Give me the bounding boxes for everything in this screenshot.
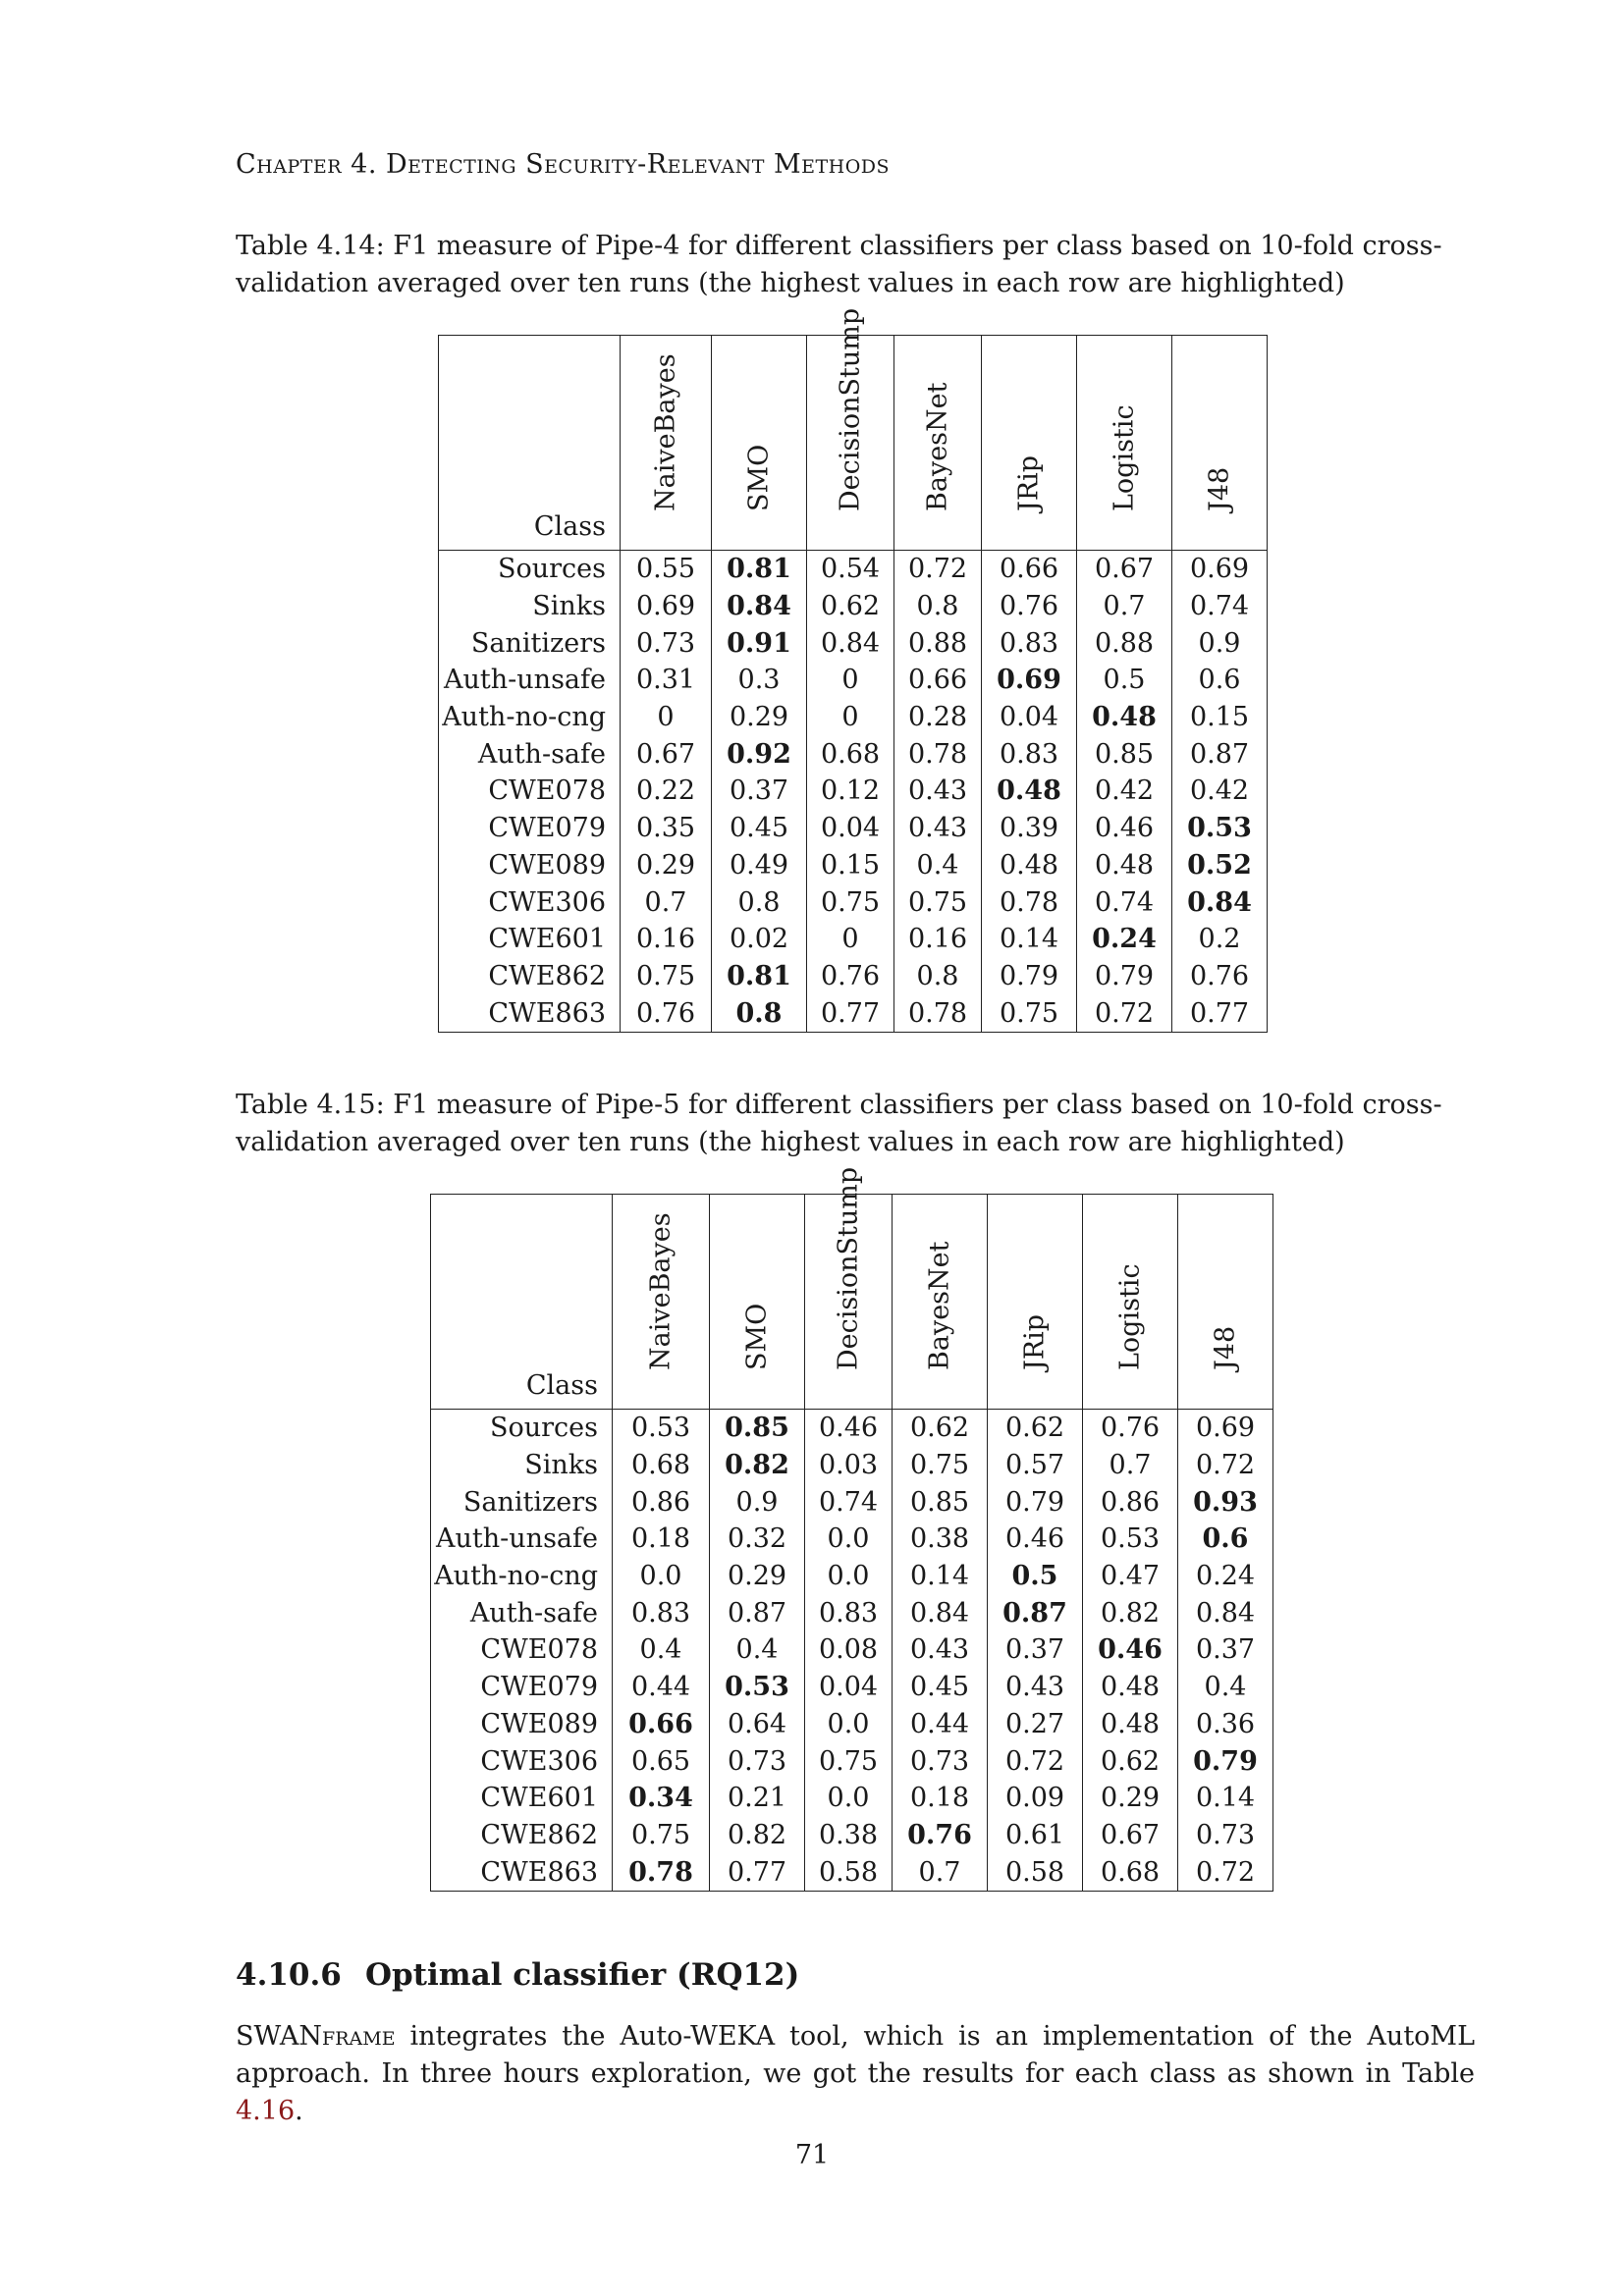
- row-class-label: CWE078: [439, 773, 621, 810]
- table-cell-best: 0.85: [710, 1410, 805, 1447]
- table-cell: 0.55: [621, 551, 712, 588]
- table-cell: 0.72: [1077, 994, 1172, 1032]
- section-title: Optimal classifier (RQ12): [365, 1957, 800, 1993]
- row-class-label: CWE862: [439, 958, 621, 995]
- table-cell: 0.73: [710, 1742, 805, 1780]
- table-row: [431, 1558, 1273, 1595]
- row-class-label: Auth-no-cng: [439, 699, 621, 736]
- table-cell: 0.45: [712, 810, 807, 847]
- table-cell: 0.24: [1178, 1558, 1273, 1595]
- table-cell: 0.37: [988, 1631, 1083, 1669]
- table-row: [439, 773, 1268, 810]
- table-cell: 0.29: [621, 847, 712, 884]
- table-cell: 0.75: [894, 883, 982, 921]
- table-cell: 0.0: [805, 1521, 893, 1558]
- column-header-jrip: [982, 336, 1077, 551]
- column-label: Logistic: [1109, 404, 1140, 511]
- table-cell: 0.48: [982, 847, 1077, 884]
- table-cell: 0.76: [1172, 958, 1268, 995]
- table-cell: 0.28: [894, 699, 982, 736]
- table-cell: 0.38: [805, 1817, 893, 1854]
- table-cell: 0.8: [894, 588, 982, 625]
- table-cell: 0.69: [621, 588, 712, 625]
- column-header-smo: [710, 1195, 805, 1410]
- table-cell-best: 0.78: [613, 1853, 710, 1891]
- table-row: [439, 662, 1268, 699]
- table-cell: 0.48: [1077, 847, 1172, 884]
- table-cell: 0.76: [982, 588, 1077, 625]
- table-cell: 0.78: [982, 883, 1077, 921]
- column-header-logistic: [1077, 336, 1172, 551]
- table-cell: 0.4: [613, 1631, 710, 1669]
- table-cell: 0.8: [894, 958, 982, 995]
- column-label: JRip: [1019, 1313, 1051, 1370]
- table-cell: 0.75: [982, 994, 1077, 1032]
- table-cell: 0.22: [621, 773, 712, 810]
- table-row: [439, 588, 1268, 625]
- table2-caption-line1: Table 4.15: F1 measure of Pipe-5 for different classifiers per class based on 10-fold cross-: [236, 1090, 1442, 1120]
- table-cell: 0.76: [1083, 1410, 1178, 1447]
- table-cell: 0.88: [894, 624, 982, 662]
- table-cell: 0.69: [1178, 1410, 1273, 1447]
- table-cell: 0: [621, 699, 712, 736]
- table1-container: [438, 307, 1268, 1033]
- column-label: NaiveBayes: [645, 1212, 677, 1370]
- table-row: [439, 921, 1268, 958]
- table-cell: 0.8: [712, 883, 807, 921]
- row-class-label: Sinks: [431, 1447, 613, 1484]
- table-cell: 0.68: [613, 1447, 710, 1484]
- column-header-j48: [1178, 1195, 1273, 1410]
- table-cell: 0.88: [1077, 624, 1172, 662]
- table-cell: 0.54: [807, 551, 894, 588]
- table1-caption-line1: Table 4.14: F1 measure of Pipe-4 for different classifiers per class based on 10-fold cross-: [236, 231, 1442, 261]
- column-label: J48: [1210, 1325, 1241, 1370]
- table-cell-best: 0.79: [1178, 1742, 1273, 1780]
- table-cell: 0.72: [1178, 1447, 1273, 1484]
- row-class-label: Auth-unsafe: [439, 662, 621, 699]
- table-cell: 0.75: [807, 883, 894, 921]
- table-cell: 0.72: [988, 1742, 1083, 1780]
- table-cell: 0.77: [807, 994, 894, 1032]
- header-row: [439, 336, 1268, 551]
- table-cell: 0.16: [621, 921, 712, 958]
- table-cell: 0.14: [893, 1558, 988, 1595]
- row-class-label: Sanitizers: [439, 624, 621, 662]
- table-cell: 0.83: [805, 1594, 893, 1631]
- row-class-label: Sinks: [439, 588, 621, 625]
- table-cell: 0.48: [1083, 1706, 1178, 1743]
- table-cell: 0.78: [894, 735, 982, 773]
- table-cell: 0.67: [621, 735, 712, 773]
- results-table-pipe5: [430, 1166, 1273, 1892]
- table-row: [439, 699, 1268, 736]
- table-cell-best: 0.91: [712, 624, 807, 662]
- table-row: [431, 1817, 1273, 1854]
- column-label: SMO: [741, 1303, 773, 1370]
- class-column-header: Class: [439, 336, 621, 551]
- table-cell: 0.32: [710, 1521, 805, 1558]
- table-cell: 0.75: [805, 1742, 893, 1780]
- table-cell: 0.62: [1083, 1742, 1178, 1780]
- table-cell: 0.79: [988, 1483, 1083, 1521]
- table-cell: 0.4: [1178, 1669, 1273, 1706]
- row-class-label: Auth-unsafe: [431, 1521, 613, 1558]
- column-label: NaiveBayes: [650, 353, 681, 511]
- table-cell: 0.18: [613, 1521, 710, 1558]
- table-cell: 0.84: [1178, 1594, 1273, 1631]
- table-cell: 0.42: [1172, 773, 1268, 810]
- table1-caption: [236, 228, 1475, 302]
- table-row: [431, 1521, 1273, 1558]
- row-class-label: Auth-safe: [439, 735, 621, 773]
- table-cell-best: 0.48: [1077, 699, 1172, 736]
- table-cell: 0.7: [1083, 1447, 1178, 1484]
- table-cell: 0.18: [893, 1780, 988, 1817]
- table-row: [439, 810, 1268, 847]
- column-header-naivebayes: [621, 336, 712, 551]
- table-cell: 0.82: [710, 1817, 805, 1854]
- table-cell: 0.0: [805, 1780, 893, 1817]
- table-cell-best: 0.53: [710, 1669, 805, 1706]
- table-cell: 0.66: [894, 662, 982, 699]
- table-cell: 0.87: [1172, 735, 1268, 773]
- section-number: 4.10.6: [236, 1957, 342, 1993]
- table-cell: 0.61: [988, 1817, 1083, 1854]
- table-cell: 0.0: [805, 1558, 893, 1595]
- column-header-j48: [1172, 336, 1268, 551]
- table-cell-best: 0.46: [1083, 1631, 1178, 1669]
- row-class-label: Sources: [439, 551, 621, 588]
- table-cell: 0.6: [1172, 662, 1268, 699]
- table-cell: 0.67: [1083, 1817, 1178, 1854]
- table-cell: 0.4: [710, 1631, 805, 1669]
- table-cell: 0.72: [894, 551, 982, 588]
- table-cell: 0.42: [1077, 773, 1172, 810]
- table-cell-best: 0.5: [988, 1558, 1083, 1595]
- table-cell: 0.29: [712, 699, 807, 736]
- table-cell: 0.75: [621, 958, 712, 995]
- table-cell: 0.46: [1077, 810, 1172, 847]
- table-cell: 0.36: [1178, 1706, 1273, 1743]
- row-class-label: CWE862: [431, 1817, 613, 1854]
- column-label: DecisionStump: [833, 1166, 864, 1370]
- row-class-label: CWE078: [431, 1631, 613, 1669]
- column-header-logistic: [1083, 1195, 1178, 1410]
- table-cell: 0.04: [982, 699, 1077, 736]
- table-cell: 0.0: [805, 1706, 893, 1743]
- row-class-label: Sources: [431, 1410, 613, 1447]
- table-cell: 0.39: [982, 810, 1077, 847]
- table-cell: 0.53: [1083, 1521, 1178, 1558]
- table-cell: 0.46: [805, 1410, 893, 1447]
- table-cell: 0.16: [894, 921, 982, 958]
- table-cell: 0.43: [894, 810, 982, 847]
- column-header-smo: [712, 336, 807, 551]
- table2-caption: [236, 1087, 1475, 1161]
- table-cell: 0.9: [710, 1483, 805, 1521]
- table-cell: 0.58: [988, 1853, 1083, 1891]
- row-class-label: CWE079: [431, 1669, 613, 1706]
- table-cell: 0.73: [621, 624, 712, 662]
- table-cell: 0.73: [1178, 1817, 1273, 1854]
- table-cell: 0.7: [621, 883, 712, 921]
- table-cell-best: 0.84: [1172, 883, 1268, 921]
- column-label: J48: [1204, 466, 1235, 511]
- table-cell: 0.7: [893, 1853, 988, 1891]
- column-header-bayesnet: [894, 336, 982, 551]
- table-cell: 0.14: [1178, 1780, 1273, 1817]
- table-cell: 0.38: [893, 1521, 988, 1558]
- column-header-decisionstump: [807, 307, 894, 551]
- paragraph-text-2: .: [295, 2096, 303, 2126]
- header-row: [431, 1195, 1273, 1410]
- table-row: [431, 1410, 1273, 1447]
- table-cell: 0.68: [1083, 1853, 1178, 1891]
- table-row: [431, 1780, 1273, 1817]
- table-cell-best: 0.53: [1172, 810, 1268, 847]
- table-cell: 0.73: [893, 1742, 988, 1780]
- table-cell: 0.84: [893, 1594, 988, 1631]
- table-row: [431, 1706, 1273, 1743]
- table-cell: 0.09: [988, 1780, 1083, 1817]
- table-row: [431, 1594, 1273, 1631]
- table-cell: 0.44: [893, 1706, 988, 1743]
- column-header-decisionstump: [805, 1166, 893, 1410]
- table-cell: 0.2: [1172, 921, 1268, 958]
- table-cell: 0.29: [710, 1558, 805, 1595]
- table-cell: 0.03: [805, 1447, 893, 1484]
- table-cell: 0.57: [988, 1447, 1083, 1484]
- table-cell: 0.76: [807, 958, 894, 995]
- table-cell: 0.5: [1077, 662, 1172, 699]
- table-cell: 0.65: [613, 1742, 710, 1780]
- table-cell: 0.83: [982, 624, 1077, 662]
- table-row: [431, 1669, 1273, 1706]
- row-class-label: CWE089: [439, 847, 621, 884]
- row-class-label: CWE863: [439, 994, 621, 1032]
- table-cell: 0.49: [712, 847, 807, 884]
- table-cell: 0.27: [988, 1706, 1083, 1743]
- table-cell: 0.37: [712, 773, 807, 810]
- table-cell-best: 0.69: [982, 662, 1077, 699]
- table-row: [439, 994, 1268, 1032]
- table-cell-best: 0.92: [712, 735, 807, 773]
- table-cell: 0.15: [807, 847, 894, 884]
- row-class-label: CWE089: [431, 1706, 613, 1743]
- table-cell: 0: [807, 662, 894, 699]
- table-cell: 0.72: [1178, 1853, 1273, 1891]
- table-cell: 0: [807, 921, 894, 958]
- table-cell: 0.75: [893, 1447, 988, 1484]
- paragraph-text-1: integrates the Auto-WEKA tool, which is an implementation of the AutoML approach. In three hours exploration, we got the results for each class as shown in Table: [236, 2021, 1475, 2089]
- column-label: SMO: [743, 444, 775, 511]
- table-cell: 0.43: [894, 773, 982, 810]
- table-cell-best: 0.8: [712, 994, 807, 1032]
- column-label: BayesNet: [922, 382, 953, 511]
- table-cell: 0.62: [988, 1410, 1083, 1447]
- table-cell: 0.77: [710, 1853, 805, 1891]
- table-cell-best: 0.52: [1172, 847, 1268, 884]
- row-class-label: Sanitizers: [431, 1483, 613, 1521]
- table-cell-best: 0.24: [1077, 921, 1172, 958]
- table-cell: 0.46: [988, 1521, 1083, 1558]
- table-row: [431, 1447, 1273, 1484]
- table-cell: 0.87: [710, 1594, 805, 1631]
- column-header-naivebayes: [613, 1195, 710, 1410]
- column-header-bayesnet: [893, 1195, 988, 1410]
- table-cell: 0.74: [1077, 883, 1172, 921]
- table2-caption-line2: validation averaged over ten runs (the highest values in each row are highlighted): [236, 1127, 1345, 1157]
- table-cell: 0.47: [1083, 1558, 1178, 1595]
- table-cell: 0.43: [893, 1631, 988, 1669]
- table-cell: 0.86: [1083, 1483, 1178, 1521]
- table-cell: 0.74: [1172, 588, 1268, 625]
- table-cell-best: 0.93: [1178, 1483, 1273, 1521]
- table-cell: 0.62: [893, 1410, 988, 1447]
- table-cell: 0.7: [1077, 588, 1172, 625]
- column-label: JRip: [1013, 454, 1045, 511]
- table-cell: 0.02: [712, 921, 807, 958]
- table-cell: 0.85: [893, 1483, 988, 1521]
- table-cell: 0.82: [1083, 1594, 1178, 1631]
- row-class-label: CWE601: [439, 921, 621, 958]
- section-heading: [236, 1957, 799, 1993]
- table-cell: 0.0: [613, 1558, 710, 1595]
- table-cell: 0.83: [982, 735, 1077, 773]
- table-cell-best: 0.87: [988, 1594, 1083, 1631]
- table-cell: 0.44: [613, 1669, 710, 1706]
- row-class-label: Auth-safe: [431, 1594, 613, 1631]
- table-cell: 0.83: [613, 1594, 710, 1631]
- body-paragraph: [236, 2018, 1475, 2130]
- table-cell: 0.67: [1077, 551, 1172, 588]
- table-cell: 0.69: [1172, 551, 1268, 588]
- results-table-pipe4: [438, 307, 1268, 1033]
- table-row: [439, 958, 1268, 995]
- table-cell-best: 0.48: [982, 773, 1077, 810]
- table-cell: 0.37: [1178, 1631, 1273, 1669]
- table-cell: 0.78: [894, 994, 982, 1032]
- row-class-label: CWE863: [431, 1853, 613, 1891]
- table-cell: 0.43: [988, 1669, 1083, 1706]
- column-label: Logistic: [1114, 1263, 1146, 1370]
- table-row: [439, 883, 1268, 921]
- table-cell: 0.35: [621, 810, 712, 847]
- table-row: [431, 1853, 1273, 1891]
- brand-name: [236, 2021, 396, 2052]
- table-cell: 0: [807, 699, 894, 736]
- table-row: [431, 1631, 1273, 1669]
- class-column-header: Class: [431, 1195, 613, 1410]
- table-cell-best: 0.34: [613, 1780, 710, 1817]
- row-class-label: CWE306: [431, 1742, 613, 1780]
- table-cell: 0.12: [807, 773, 894, 810]
- table-cell: 0.08: [805, 1631, 893, 1669]
- table-cell: 0.84: [807, 624, 894, 662]
- table-cell: 0.79: [982, 958, 1077, 995]
- table-reference-link[interactable]: 4.16: [236, 2096, 296, 2126]
- table-cell: 0.3: [712, 662, 807, 699]
- table-cell: 0.14: [982, 921, 1077, 958]
- column-label: DecisionStump: [835, 307, 866, 511]
- table-cell: 0.79: [1077, 958, 1172, 995]
- table-cell: 0.74: [805, 1483, 893, 1521]
- table-row: [439, 847, 1268, 884]
- table-cell: 0.62: [807, 588, 894, 625]
- table-row: [439, 735, 1268, 773]
- table-row: [439, 624, 1268, 662]
- table-cell-best: 0.6: [1178, 1521, 1273, 1558]
- table-cell-best: 0.81: [712, 958, 807, 995]
- column-header-jrip: [988, 1195, 1083, 1410]
- table-cell: 0.86: [613, 1483, 710, 1521]
- table-row: [431, 1483, 1273, 1521]
- page-number: 71: [794, 2140, 830, 2170]
- table-cell: 0.85: [1077, 735, 1172, 773]
- table1-caption-line2: validation averaged over ten runs (the highest values in each row are highlighted): [236, 268, 1345, 298]
- table2-container: [430, 1166, 1273, 1892]
- table-row: [431, 1742, 1273, 1780]
- brand-prefix: SWAN: [236, 2021, 323, 2052]
- table-cell: 0.53: [613, 1410, 710, 1447]
- table-cell: 0.45: [893, 1669, 988, 1706]
- table-cell: 0.68: [807, 735, 894, 773]
- table-cell: 0.4: [894, 847, 982, 884]
- brand-suffix: frame: [322, 2021, 396, 2052]
- table-cell: 0.77: [1172, 994, 1268, 1032]
- table-row: [439, 551, 1268, 588]
- table-cell-best: 0.76: [893, 1817, 988, 1854]
- row-class-label: Auth-no-cng: [431, 1558, 613, 1595]
- row-class-label: CWE601: [431, 1780, 613, 1817]
- table-cell-best: 0.66: [613, 1706, 710, 1743]
- table-cell: 0.04: [807, 810, 894, 847]
- table-cell: 0.48: [1083, 1669, 1178, 1706]
- table-cell: 0.76: [621, 994, 712, 1032]
- column-label: BayesNet: [924, 1241, 955, 1370]
- table-cell: 0.9: [1172, 624, 1268, 662]
- table-cell: 0.58: [805, 1853, 893, 1891]
- table-cell: 0.29: [1083, 1780, 1178, 1817]
- table-cell: 0.04: [805, 1669, 893, 1706]
- table-cell: 0.31: [621, 662, 712, 699]
- table-cell: 0.21: [710, 1780, 805, 1817]
- table-cell-best: 0.82: [710, 1447, 805, 1484]
- table-cell: 0.64: [710, 1706, 805, 1743]
- row-class-label: CWE306: [439, 883, 621, 921]
- table-cell: 0.66: [982, 551, 1077, 588]
- row-class-label: CWE079: [439, 810, 621, 847]
- table-cell: 0.15: [1172, 699, 1268, 736]
- running-head: Chapter 4. Detecting Security-Relevant Methods: [236, 149, 891, 180]
- table-cell-best: 0.81: [712, 551, 807, 588]
- table-cell-best: 0.84: [712, 588, 807, 625]
- table-cell: 0.75: [613, 1817, 710, 1854]
